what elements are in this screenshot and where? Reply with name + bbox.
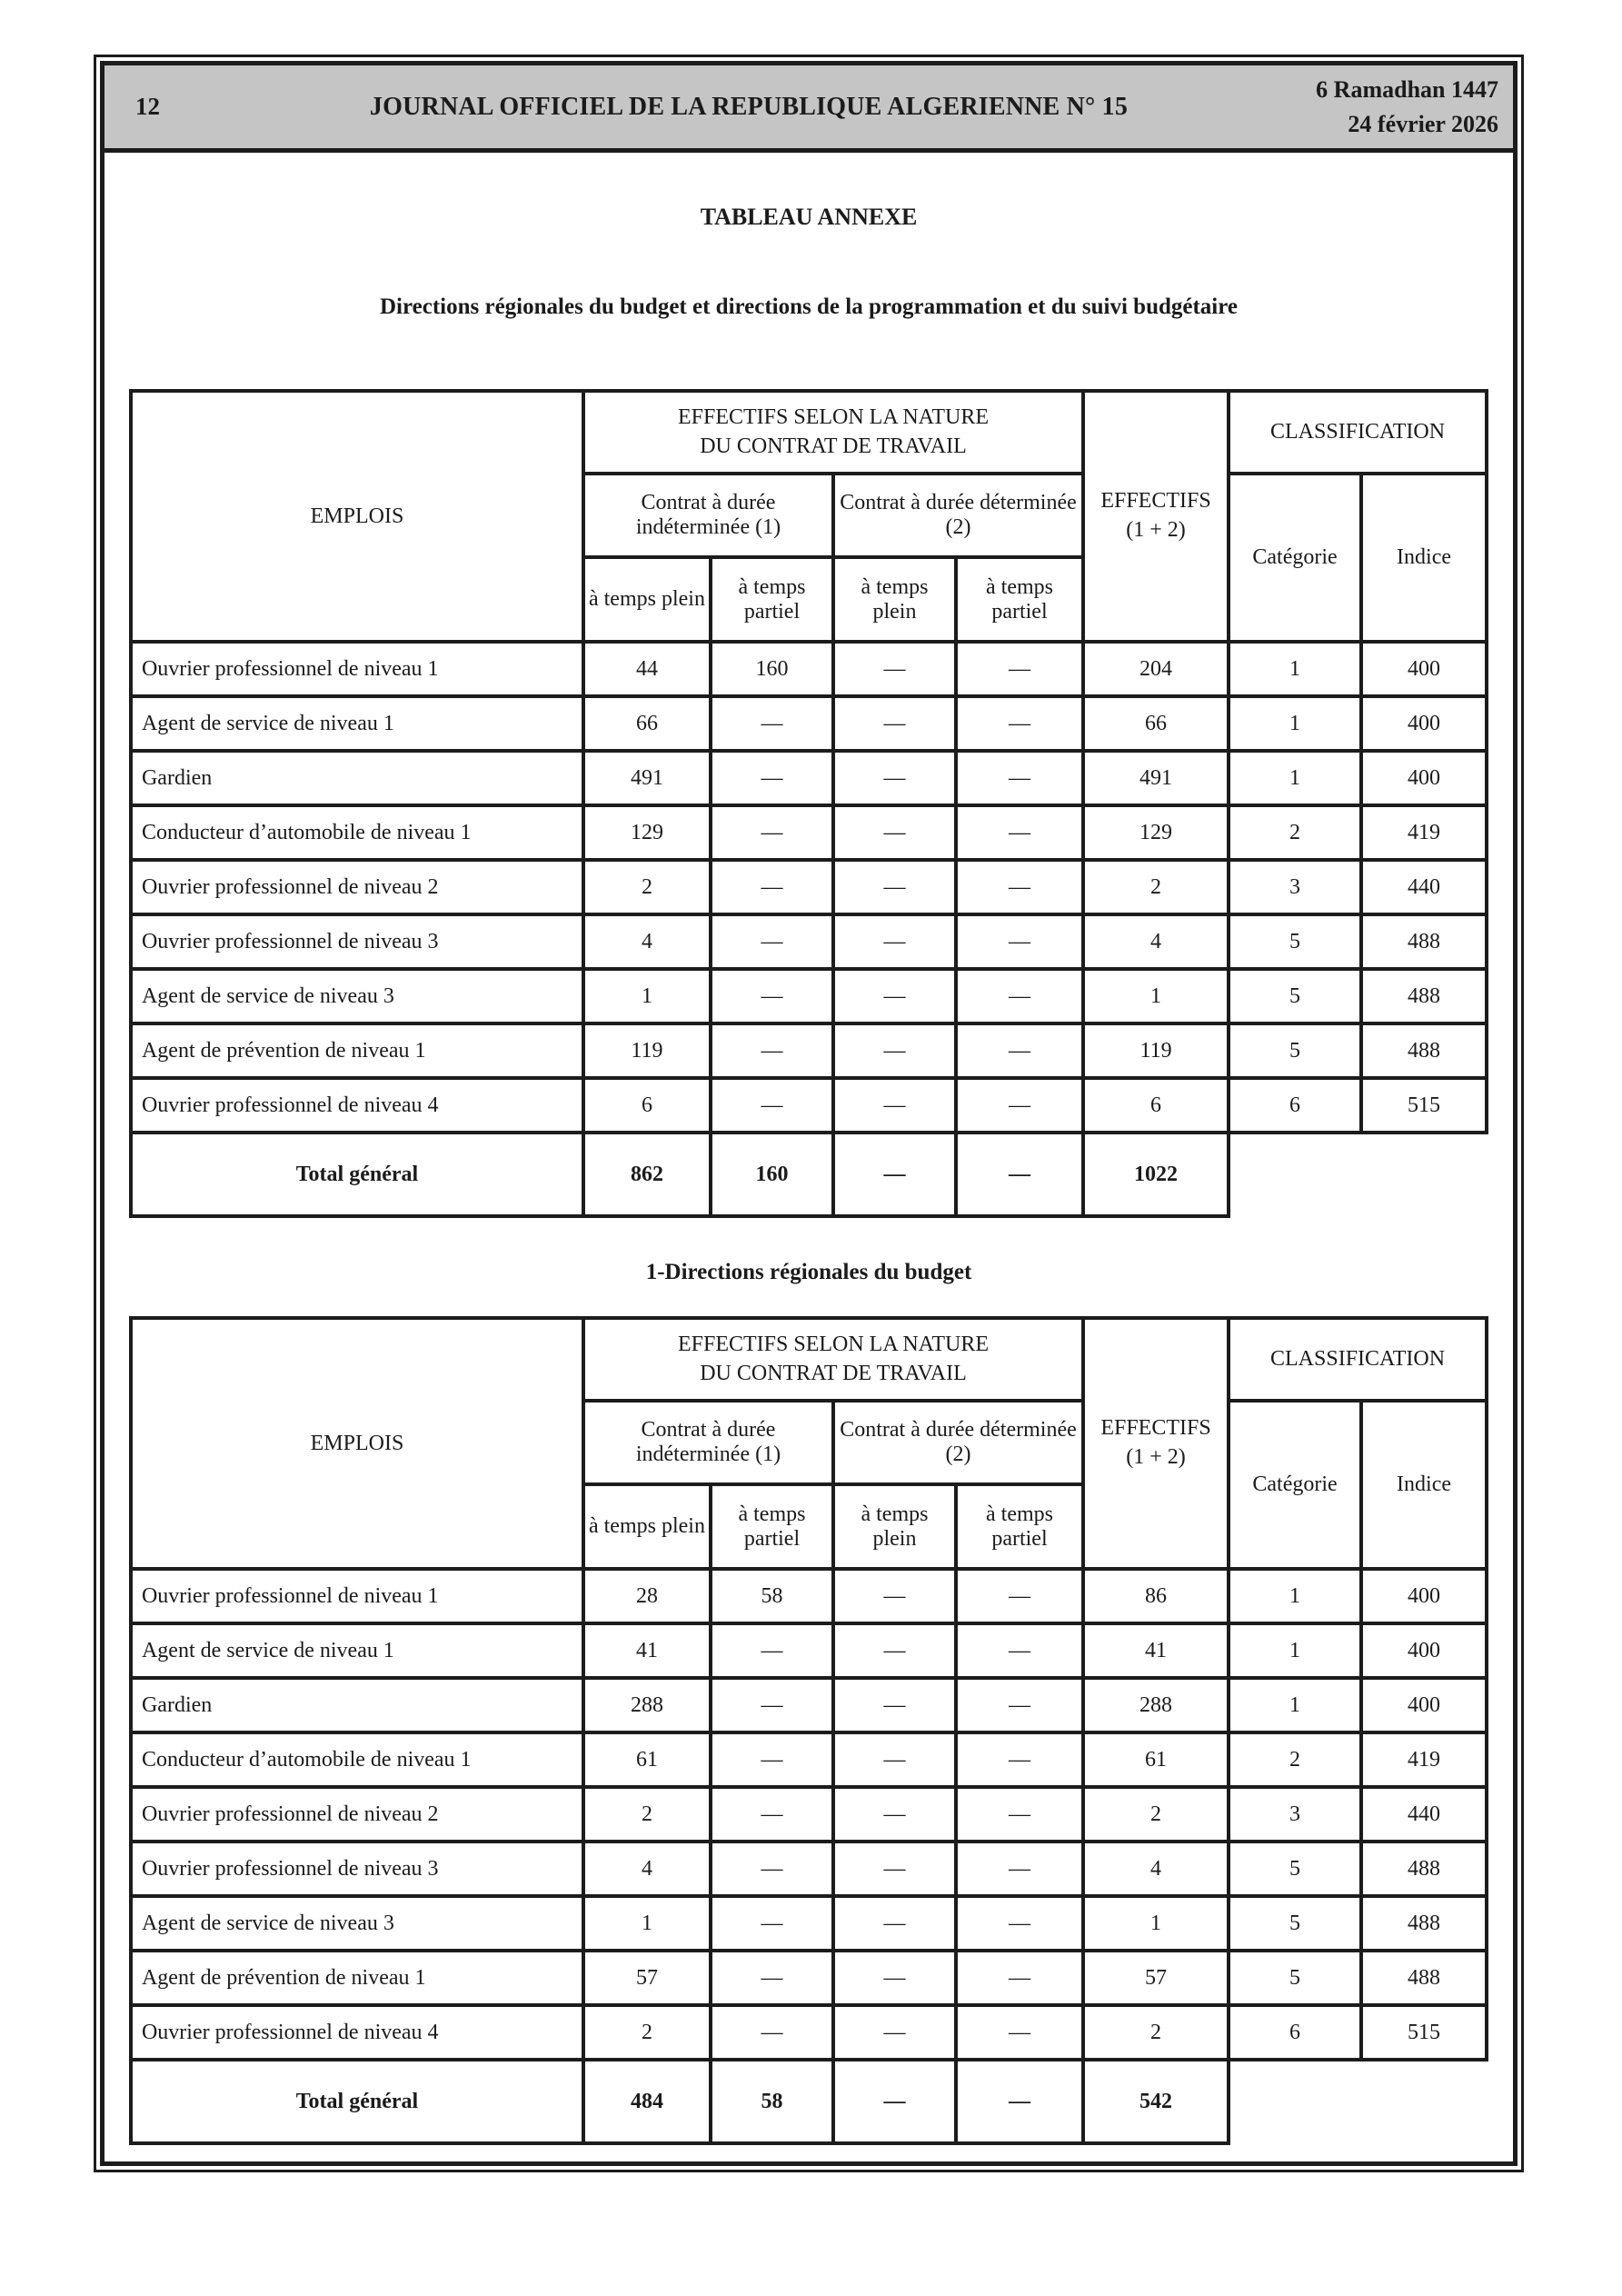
value-cell: 1 xyxy=(1229,1678,1361,1732)
col-header-cdd-temps-partiel: à temps partiel xyxy=(956,557,1083,642)
emploi-label-cell: Agent de prévention de niveau 1 xyxy=(131,1951,583,2005)
value-cell: — xyxy=(833,805,956,860)
value-cell: 488 xyxy=(1361,914,1487,969)
table-row xyxy=(131,1896,1487,1951)
section-1-title: 1-Directions régionales du budget xyxy=(645,1260,972,1284)
value-cell: 2 xyxy=(1229,805,1361,860)
value-cell: — xyxy=(833,2005,956,2060)
total-label-cell: Total général xyxy=(131,2060,583,2143)
value-cell: 1 xyxy=(583,969,711,1023)
value-cell: — xyxy=(711,751,833,805)
col-header-indice: Indice xyxy=(1361,474,1487,642)
emploi-label-cell: Ouvrier professionnel de niveau 2 xyxy=(131,860,583,914)
value-cell: — xyxy=(833,1569,956,1623)
value-cell: 204 xyxy=(1083,642,1229,696)
col-header-cdi: Contrat à durée indéterminée (1) xyxy=(583,474,833,557)
value-cell: — xyxy=(956,805,1083,860)
value-cell: 488 xyxy=(1361,1896,1487,1951)
value-cell: 44 xyxy=(583,642,711,696)
value-cell: 400 xyxy=(1361,1569,1487,1623)
value-cell: — xyxy=(833,860,956,914)
value-cell: — xyxy=(711,914,833,969)
emploi-label-cell: Conducteur d’automobile de niveau 1 xyxy=(131,805,583,860)
value-cell: — xyxy=(711,1623,833,1678)
total-value-cell: — xyxy=(956,1133,1083,1216)
value-cell: — xyxy=(956,751,1083,805)
annex-title: TABLEAU ANNEXE xyxy=(700,204,918,230)
date-gregorian: 24 février 2026 xyxy=(1348,110,1498,137)
col-header-effectifs-total xyxy=(1083,1318,1229,1569)
value-cell: 1 xyxy=(1083,969,1229,1023)
col-header-cdd-temps-partiel: à temps partiel xyxy=(956,1484,1083,1569)
value-cell: 41 xyxy=(1083,1623,1229,1678)
emploi-label-cell: Agent de service de niveau 1 xyxy=(131,1623,583,1678)
emploi-label-cell: Ouvrier professionnel de niveau 3 xyxy=(131,914,583,969)
journal-title: JOURNAL OFFICIEL DE LA REPUBLIQUE ALGERIENNE N° 15 xyxy=(369,92,1129,121)
table-row xyxy=(131,1623,1487,1678)
table-row xyxy=(131,1732,1487,1787)
total-label-cell: Total général xyxy=(131,1133,583,1216)
emploi-label-cell: Agent de service de niveau 1 xyxy=(131,696,583,751)
value-cell: — xyxy=(956,1732,1083,1787)
value-cell: 6 xyxy=(583,1078,711,1133)
value-cell: 400 xyxy=(1361,1623,1487,1678)
value-cell: 3 xyxy=(1229,860,1361,914)
value-cell: — xyxy=(956,1787,1083,1842)
value-cell: — xyxy=(711,860,833,914)
value-cell: 288 xyxy=(583,1678,711,1732)
value-cell: — xyxy=(711,1078,833,1133)
value-cell: — xyxy=(833,642,956,696)
value-cell: — xyxy=(956,914,1083,969)
col-header-cdd-temps-plein: à temps plein xyxy=(833,557,956,642)
value-cell: 440 xyxy=(1361,860,1487,914)
value-cell: 58 xyxy=(711,1569,833,1623)
value-cell: — xyxy=(833,1078,956,1133)
value-cell: 488 xyxy=(1361,969,1487,1023)
effectifs-line2: (1 + 2) xyxy=(1126,518,1186,542)
value-cell: 5 xyxy=(1229,969,1361,1023)
value-cell: 2 xyxy=(1229,1732,1361,1787)
value-cell: — xyxy=(833,1951,956,2005)
total-value-cell: 542 xyxy=(1083,2060,1229,2143)
value-cell: 160 xyxy=(711,642,833,696)
value-cell: 4 xyxy=(1083,1842,1229,1896)
masthead xyxy=(104,65,1513,153)
value-cell: 2 xyxy=(583,1787,711,1842)
table-row xyxy=(131,2005,1487,2060)
value-cell: 4 xyxy=(1083,914,1229,969)
value-cell: 1 xyxy=(1229,1623,1361,1678)
document-subtitle: Directions régionales du budget et directions de la programmation et du suivi budgétaire xyxy=(380,294,1238,319)
value-cell: — xyxy=(711,1023,833,1078)
value-cell: 4 xyxy=(583,1842,711,1896)
col-header-cdi: Contrat à durée indéterminée (1) xyxy=(583,1401,833,1484)
value-cell: — xyxy=(956,1569,1083,1623)
value-cell: 2 xyxy=(1083,1787,1229,1842)
value-cell: 2 xyxy=(1083,2005,1229,2060)
table-row xyxy=(131,1678,1487,1732)
value-cell: 6 xyxy=(1229,2005,1361,2060)
value-cell: 1 xyxy=(1229,642,1361,696)
value-cell: — xyxy=(711,2005,833,2060)
table-row xyxy=(131,805,1487,860)
value-cell: 3 xyxy=(1229,1787,1361,1842)
value-cell: 119 xyxy=(583,1023,711,1078)
col-header-nature-contrat xyxy=(583,1318,1083,1401)
total-value-cell: — xyxy=(956,2060,1083,2143)
value-cell: 2 xyxy=(583,2005,711,2060)
value-cell: — xyxy=(711,805,833,860)
value-cell: — xyxy=(711,1787,833,1842)
value-cell: 515 xyxy=(1361,1078,1487,1133)
emploi-label-cell: Conducteur d’automobile de niveau 1 xyxy=(131,1732,583,1787)
page-frame-inner xyxy=(100,61,1518,2166)
table-row xyxy=(131,642,1487,696)
value-cell: — xyxy=(833,1896,956,1951)
value-cell: 1 xyxy=(1229,1569,1361,1623)
col-header-categorie: Catégorie xyxy=(1229,1401,1361,1569)
value-cell: 5 xyxy=(1229,914,1361,969)
effectifs-line1: EFFECTIFS xyxy=(1100,489,1211,514)
value-cell: 6 xyxy=(1229,1078,1361,1133)
value-cell: — xyxy=(833,1787,956,1842)
value-cell: — xyxy=(711,1732,833,1787)
emploi-label-cell: Gardien xyxy=(131,1678,583,1732)
value-cell: — xyxy=(833,1732,956,1787)
table-row xyxy=(131,1951,1487,2005)
value-cell: 61 xyxy=(1083,1732,1229,1787)
value-cell: — xyxy=(956,642,1083,696)
total-value-cell: — xyxy=(833,2060,956,2143)
emploi-label-cell: Ouvrier professionnel de niveau 1 xyxy=(131,1569,583,1623)
value-cell: — xyxy=(711,696,833,751)
col-header-categorie: Catégorie xyxy=(1229,474,1361,642)
total-value-cell: 58 xyxy=(711,2060,833,2143)
value-cell: — xyxy=(956,1951,1083,2005)
value-cell: 129 xyxy=(583,805,711,860)
value-cell: — xyxy=(711,1896,833,1951)
table-1-header xyxy=(131,391,1487,642)
emploi-label-cell: Agent de service de niveau 3 xyxy=(131,969,583,1023)
table-row xyxy=(131,1078,1487,1133)
total-row xyxy=(131,2060,1487,2143)
table-row xyxy=(131,1569,1487,1623)
col-header-cdi-temps-plein: à temps plein xyxy=(583,557,711,642)
table-row xyxy=(131,914,1487,969)
value-cell: 1 xyxy=(1229,696,1361,751)
value-cell: 1 xyxy=(1229,751,1361,805)
date-hijri: 6 Ramadhan 1447 xyxy=(1316,75,1498,103)
col-header-cdd: Contrat à durée déterminée (2) xyxy=(833,1401,1083,1484)
col-header-cdi-temps-partiel: à temps partiel xyxy=(711,557,833,642)
value-cell: — xyxy=(956,1842,1083,1896)
nature-line1: EFFECTIFS SELON LA NATURE xyxy=(677,1332,990,1356)
value-cell: 2 xyxy=(583,860,711,914)
value-cell: 66 xyxy=(583,696,711,751)
value-cell: — xyxy=(956,696,1083,751)
value-cell: — xyxy=(833,1842,956,1896)
value-cell: 57 xyxy=(1083,1951,1229,2005)
table-row xyxy=(131,751,1487,805)
emploi-label-cell: Ouvrier professionnel de niveau 4 xyxy=(131,2005,583,2060)
value-cell: — xyxy=(711,1678,833,1732)
col-header-effectifs-total xyxy=(1083,391,1229,642)
table-effectifs-directions-regionales xyxy=(129,1316,1488,2145)
value-cell: 61 xyxy=(583,1732,711,1787)
value-cell: — xyxy=(711,969,833,1023)
table-2-header xyxy=(131,1318,1487,1569)
value-cell: 6 xyxy=(1083,1078,1229,1133)
value-cell: 4 xyxy=(583,914,711,969)
value-cell: 488 xyxy=(1361,1023,1487,1078)
value-cell: 440 xyxy=(1361,1787,1487,1842)
value-cell: 28 xyxy=(583,1569,711,1623)
value-cell: 491 xyxy=(1083,751,1229,805)
value-cell: 5 xyxy=(1229,1951,1361,2005)
value-cell: 86 xyxy=(1083,1569,1229,1623)
page-number: 12 xyxy=(135,93,160,120)
page-frame xyxy=(94,55,1524,2172)
value-cell: 400 xyxy=(1361,751,1487,805)
col-header-nature-contrat xyxy=(583,391,1083,474)
value-cell: — xyxy=(956,1896,1083,1951)
total-value-cell: 160 xyxy=(711,1133,833,1216)
value-cell: 129 xyxy=(1083,805,1229,860)
value-cell: 491 xyxy=(583,751,711,805)
value-cell: — xyxy=(833,751,956,805)
value-cell: — xyxy=(956,1023,1083,1078)
nature-line2: DU CONTRAT DE TRAVAIL xyxy=(700,1361,967,1385)
col-header-emplois: EMPLOIS xyxy=(131,391,583,642)
effectifs-line1: EFFECTIFS xyxy=(1100,1416,1211,1441)
value-cell: 119 xyxy=(1083,1023,1229,1078)
emploi-label-cell: Agent de prévention de niveau 1 xyxy=(131,1023,583,1078)
col-header-classification: CLASSIFICATION xyxy=(1229,1318,1487,1401)
col-header-indice: Indice xyxy=(1361,1401,1487,1569)
value-cell: — xyxy=(956,1078,1083,1133)
value-cell: — xyxy=(711,1951,833,2005)
table-effectifs-global xyxy=(129,389,1488,1218)
table-row xyxy=(131,696,1487,751)
value-cell: — xyxy=(833,696,956,751)
value-cell: 5 xyxy=(1229,1896,1361,1951)
value-cell: — xyxy=(956,1678,1083,1732)
table-row xyxy=(131,1023,1487,1078)
emploi-label-cell: Gardien xyxy=(131,751,583,805)
value-cell: 41 xyxy=(583,1623,711,1678)
total-value-cell: 484 xyxy=(583,2060,711,2143)
value-cell: 5 xyxy=(1229,1842,1361,1896)
masthead-dates xyxy=(1226,73,1513,141)
emploi-label-cell: Agent de service de niveau 3 xyxy=(131,1896,583,1951)
emploi-label-cell: Ouvrier professionnel de niveau 3 xyxy=(131,1842,583,1896)
value-cell: 400 xyxy=(1361,1678,1487,1732)
col-header-cdd-temps-plein: à temps plein xyxy=(833,1484,956,1569)
value-cell: — xyxy=(956,1623,1083,1678)
value-cell: — xyxy=(956,969,1083,1023)
value-cell: 66 xyxy=(1083,696,1229,751)
nature-line2: DU CONTRAT DE TRAVAIL xyxy=(700,434,967,458)
total-value-cell: — xyxy=(833,1133,956,1216)
nature-line1: EFFECTIFS SELON LA NATURE xyxy=(677,404,990,429)
effectifs-line2: (1 + 2) xyxy=(1126,1445,1186,1469)
value-cell: 419 xyxy=(1361,805,1487,860)
col-header-classification: CLASSIFICATION xyxy=(1229,391,1487,474)
value-cell: 488 xyxy=(1361,1951,1487,2005)
value-cell: — xyxy=(833,1678,956,1732)
table-row xyxy=(131,1787,1487,1842)
emploi-label-cell: Ouvrier professionnel de niveau 1 xyxy=(131,642,583,696)
table-row xyxy=(131,1842,1487,1896)
value-cell: — xyxy=(833,969,956,1023)
col-header-emplois: EMPLOIS xyxy=(131,1318,583,1569)
value-cell: — xyxy=(833,1023,956,1078)
total-row xyxy=(131,1133,1487,1216)
value-cell: — xyxy=(833,1623,956,1678)
value-cell: 419 xyxy=(1361,1732,1487,1787)
value-cell: — xyxy=(833,914,956,969)
value-cell: 1 xyxy=(1083,1896,1229,1951)
value-cell: 57 xyxy=(583,1951,711,2005)
value-cell: 2 xyxy=(1083,860,1229,914)
col-header-cdd: Contrat à durée déterminée (2) xyxy=(833,474,1083,557)
value-cell: — xyxy=(711,1842,833,1896)
value-cell: — xyxy=(956,860,1083,914)
col-header-cdi-temps-plein: à temps plein xyxy=(583,1484,711,1569)
total-value-cell: 1022 xyxy=(1083,1133,1229,1216)
table-row xyxy=(131,969,1487,1023)
value-cell: 400 xyxy=(1361,642,1487,696)
value-cell: 5 xyxy=(1229,1023,1361,1078)
value-cell: 288 xyxy=(1083,1678,1229,1732)
emploi-label-cell: Ouvrier professionnel de niveau 4 xyxy=(131,1078,583,1133)
value-cell: 1 xyxy=(583,1896,711,1951)
total-value-cell: 862 xyxy=(583,1133,711,1216)
emploi-label-cell: Ouvrier professionnel de niveau 2 xyxy=(131,1787,583,1842)
value-cell: 488 xyxy=(1361,1842,1487,1896)
table-row xyxy=(131,860,1487,914)
value-cell: 515 xyxy=(1361,2005,1487,2060)
value-cell: 400 xyxy=(1361,696,1487,751)
col-header-cdi-temps-partiel: à temps partiel xyxy=(711,1484,833,1569)
value-cell: — xyxy=(956,2005,1083,2060)
